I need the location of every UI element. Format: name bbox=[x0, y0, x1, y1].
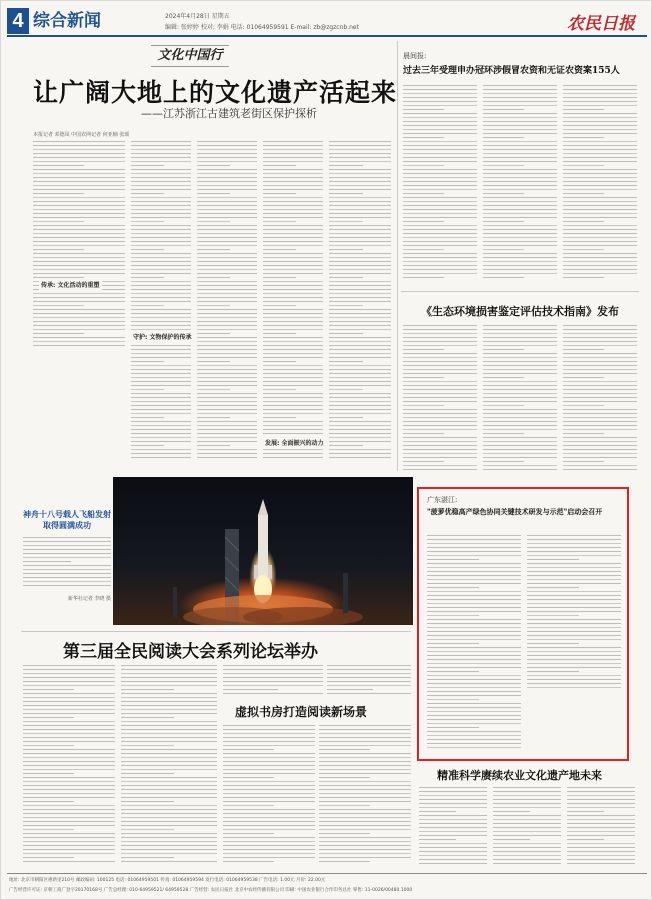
bottom-divider bbox=[21, 631, 411, 632]
main-body-col-5 bbox=[329, 141, 391, 461]
top-right-headline: 过去三年受理申办冠环涉假冒农资和无证农资案155人 bbox=[403, 66, 620, 76]
main-headline: 让广阔大地上的文化遗产活起来 bbox=[33, 78, 398, 107]
rocket-nose bbox=[258, 499, 268, 515]
culture-series-logo bbox=[151, 45, 229, 67]
center-right-body-col-1 bbox=[403, 325, 477, 475]
footer-line-2: 广告经营许可证: 京朝工商广登字20170168号 广告总经理: 010-64959521/ 64959528 广告经营: 农民日报社 北京中农经传播有限公司 印刷: 中国农业银行合作印务总社 零售: 11-0026/00480.1000 bbox=[9, 888, 413, 893]
photo-caption-title: 神舟十八号载人飞船发射取得圆满成功 bbox=[23, 510, 111, 530]
reading-body-col-4 bbox=[327, 665, 411, 699]
highlighted-kicker: 广东湛江: bbox=[427, 496, 458, 504]
main-byline: 本报记者 邓德凤 中国农网记者 何亚楠 张颂 bbox=[33, 132, 130, 138]
agri-heritage-headline: 精准科学赓续农业文化遗产地未来 bbox=[437, 769, 602, 782]
paper-name-logo: 农民日报 bbox=[567, 14, 635, 34]
center-right-body-col-3 bbox=[563, 325, 637, 475]
top-right-body-col-1 bbox=[403, 85, 477, 283]
top-right-kicker: 晨间报: bbox=[403, 52, 427, 60]
agri-body-col-2 bbox=[493, 787, 561, 867]
top-right-body-col-3 bbox=[563, 85, 637, 283]
main-subhead-1: 传承: 文化活动的重塑 bbox=[39, 279, 102, 290]
rocket-illustration bbox=[113, 477, 413, 625]
vr-body-col-2 bbox=[319, 725, 411, 865]
reading-body-col-2 bbox=[121, 665, 217, 865]
photo-credit: 新华社记者 李晓 摄 bbox=[67, 596, 111, 602]
main-body-col-4 bbox=[263, 141, 323, 461]
masthead-editor-line: 编辑: 张婷婷 校对: 李娟 电话: 01064959591 E-mail: zb@zgzcnb.net bbox=[165, 24, 359, 31]
series-logo-text: 文化中国行 bbox=[157, 48, 223, 63]
agri-body-col-3 bbox=[567, 787, 635, 867]
main-subhead-2: 守护: 文物保护的传承 bbox=[131, 331, 194, 342]
section-title: 综合新闻 bbox=[33, 11, 101, 31]
reading-body-col-1 bbox=[23, 665, 115, 865]
right-divider-1 bbox=[401, 291, 639, 292]
main-subhead-3: 发展: 全面振兴的动力 bbox=[263, 437, 326, 448]
rocket-body bbox=[258, 515, 268, 579]
page-number: 4 bbox=[7, 8, 29, 34]
footer-rule bbox=[7, 873, 647, 874]
main-subheadline: ——江苏浙江古建筑老街区保护探析 bbox=[141, 107, 317, 120]
column-divider bbox=[397, 41, 398, 471]
reading-body-col-3 bbox=[223, 665, 323, 699]
photo-caption-box bbox=[23, 509, 111, 621]
rocket-launch-photo bbox=[113, 477, 413, 625]
highlighted-headline: "菠萝优稳高产绿色协同关键技术研发与示范"启动会召开 bbox=[427, 507, 603, 516]
agri-body-col-1 bbox=[419, 787, 487, 867]
highlighted-article-box[interactable] bbox=[417, 487, 629, 761]
top-right-body-col-2 bbox=[483, 85, 557, 283]
highlighted-body-col-1 bbox=[427, 535, 521, 755]
main-body-col-2 bbox=[131, 141, 191, 461]
highlighted-body-col-2 bbox=[527, 535, 621, 695]
main-body-col-1 bbox=[33, 141, 125, 351]
photo-caption-body bbox=[23, 537, 111, 593]
center-right-body-col-2 bbox=[483, 325, 557, 475]
reading-forum-headline: 第三届全民阅读大会系列论坛举办 bbox=[63, 642, 318, 662]
center-right-headline: 《生态环境损害鉴定评估技术指南》发布 bbox=[421, 305, 619, 318]
masthead-date: 2024年4月28日 星期五 bbox=[165, 13, 230, 20]
vr-study-headline: 虚拟书房打造阅读新场景 bbox=[235, 705, 368, 719]
main-body-col-3 bbox=[197, 141, 257, 461]
footer-line-1: 地址: 北京市朝阳区惠新里210号 邮政编码: 100125 电话: 01064959501 传真: 01064959594 发行电话: 01064959538 广告电话: 1.00元 月价: 22.00元 bbox=[9, 878, 326, 883]
vr-body-col-1 bbox=[223, 725, 315, 865]
masthead bbox=[7, 7, 647, 37]
